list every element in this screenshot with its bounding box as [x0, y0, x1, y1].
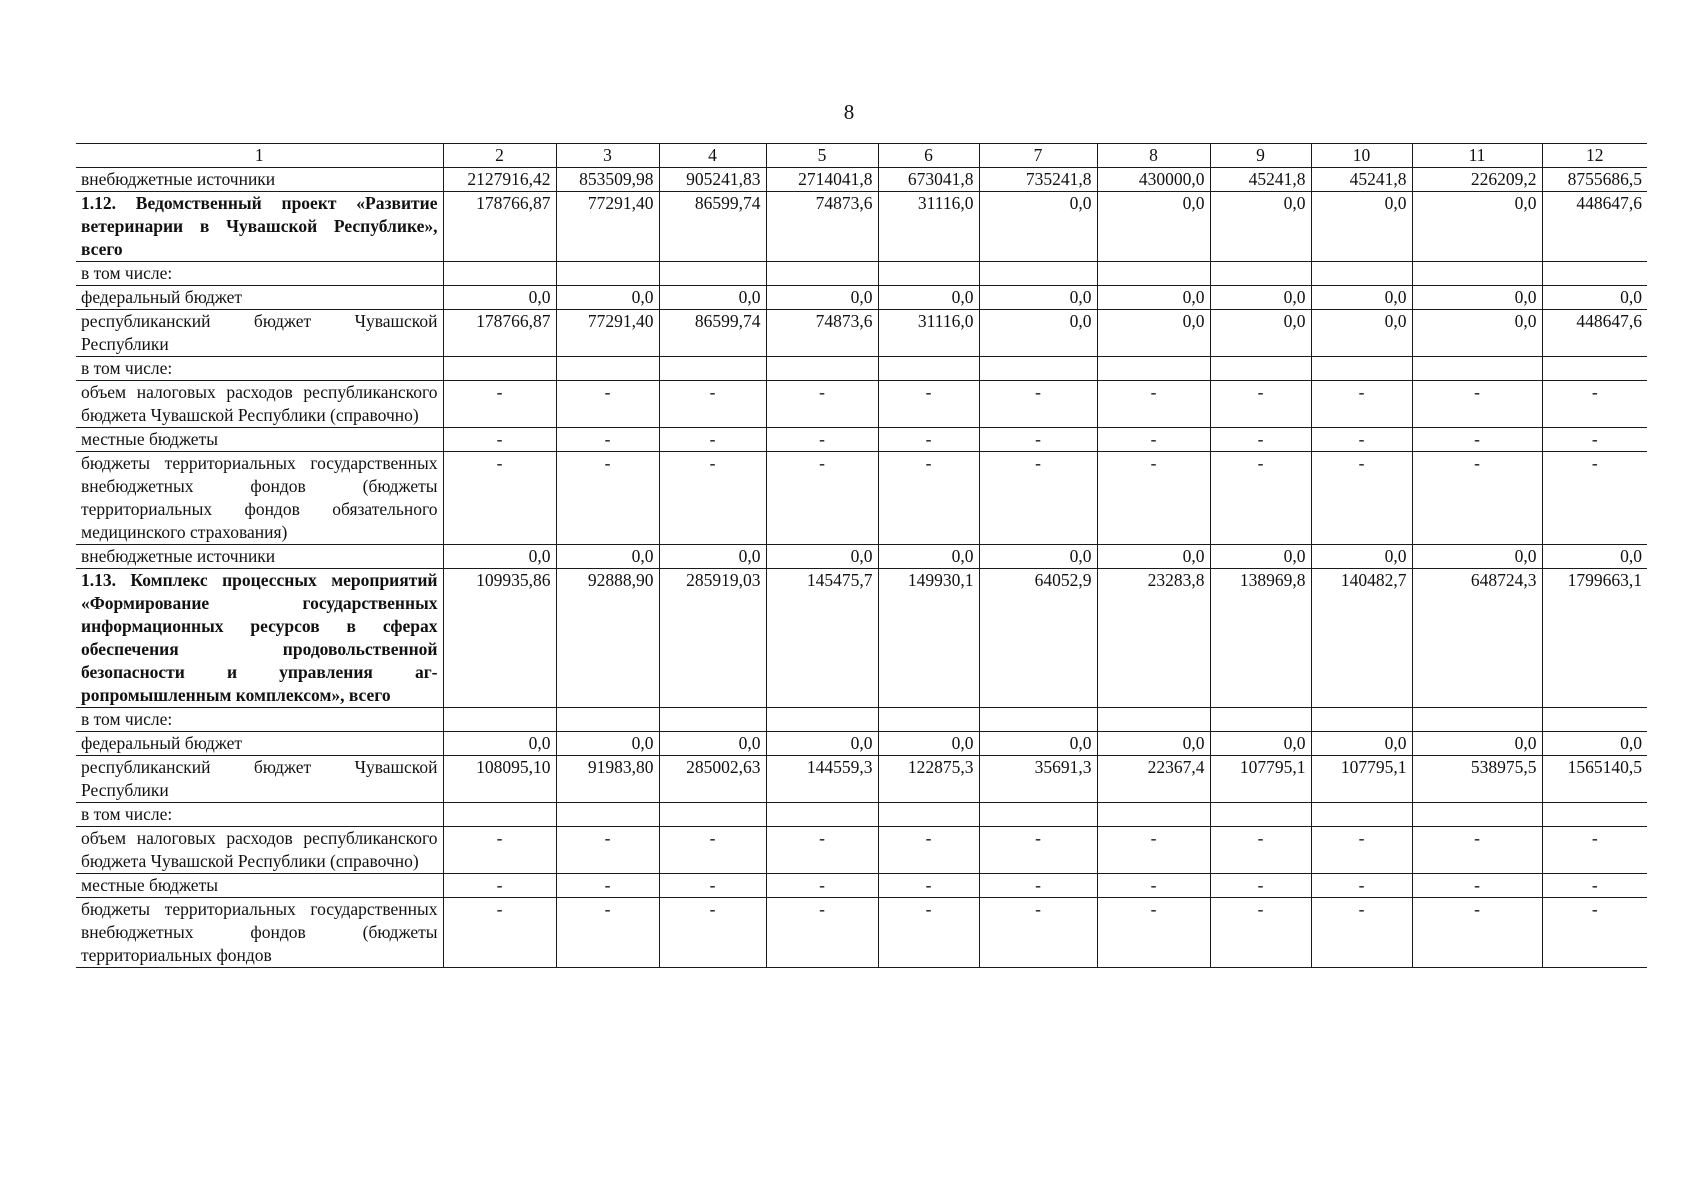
row-value: 0,0 — [1412, 732, 1542, 756]
row-value: 0,0 — [1412, 192, 1542, 262]
row-value: 1799663,1 — [1542, 569, 1647, 708]
row-value: - — [878, 428, 979, 452]
row-value: 64052,9 — [979, 569, 1097, 708]
row-value: 31116,0 — [878, 310, 979, 357]
row-value: - — [878, 452, 979, 545]
row-value: - — [556, 827, 659, 874]
row-value: 45241,8 — [1311, 168, 1412, 192]
row-value: - — [443, 874, 556, 898]
row-value: 853509,98 — [556, 168, 659, 192]
row-value: - — [659, 874, 766, 898]
budget-table — [76, 143, 1647, 968]
row-value — [659, 357, 766, 381]
row-value — [1097, 708, 1210, 732]
row-value: 35691,3 — [979, 756, 1097, 803]
row-value: 905241,83 — [659, 168, 766, 192]
row-value: 285002,63 — [659, 756, 766, 803]
row-value — [979, 708, 1097, 732]
row-value: - — [1311, 381, 1412, 428]
row-value: 0,0 — [1097, 310, 1210, 357]
row-label: внебюджетные источники — [76, 545, 443, 569]
row-value — [1210, 262, 1311, 286]
row-value: - — [1542, 874, 1647, 898]
row-label: федеральный бюджет — [76, 732, 443, 756]
row-value: - — [1311, 452, 1412, 545]
table-row — [76, 827, 1647, 874]
row-value: 0,0 — [1412, 310, 1542, 357]
row-value: 0,0 — [878, 732, 979, 756]
row-value: 108095,10 — [443, 756, 556, 803]
row-value — [1542, 357, 1647, 381]
column-number: 10 — [1311, 144, 1412, 168]
row-value: 0,0 — [979, 192, 1097, 262]
row-value: 74873,6 — [766, 310, 878, 357]
row-value: 673041,8 — [878, 168, 979, 192]
row-value — [1412, 357, 1542, 381]
table-row — [76, 262, 1647, 286]
row-value: 92888,90 — [556, 569, 659, 708]
table-row — [76, 708, 1647, 732]
column-number: 12 — [1542, 144, 1647, 168]
row-value: 86599,74 — [659, 192, 766, 262]
row-value: 538975,5 — [1412, 756, 1542, 803]
row-value: 0,0 — [766, 545, 878, 569]
row-value: 0,0 — [1412, 286, 1542, 310]
row-value — [1311, 262, 1412, 286]
row-value — [1210, 357, 1311, 381]
row-value: 122875,3 — [878, 756, 979, 803]
row-value — [979, 262, 1097, 286]
row-label: внебюджетные источники — [76, 168, 443, 192]
row-label: 1.13. Комплекс процессных мероприятий «Формирование государственных информационных ресурсов в сферах обеспечения продовольственной безопасности и управления агропромышленным комплексом», всего — [76, 569, 443, 708]
row-value: - — [556, 898, 659, 968]
row-value: - — [878, 874, 979, 898]
row-value: 0,0 — [659, 732, 766, 756]
row-value: 0,0 — [1542, 732, 1647, 756]
row-value — [1311, 357, 1412, 381]
table-row — [76, 803, 1647, 827]
column-number: 3 — [556, 144, 659, 168]
row-value: 8755686,5 — [1542, 168, 1647, 192]
row-value — [1412, 803, 1542, 827]
row-value — [1311, 708, 1412, 732]
row-value — [1412, 708, 1542, 732]
header-row — [76, 144, 1647, 168]
row-value: - — [443, 452, 556, 545]
row-value: 23283,8 — [1097, 569, 1210, 708]
row-label: в том числе: — [76, 803, 443, 827]
row-value: 0,0 — [1311, 545, 1412, 569]
row-value — [556, 803, 659, 827]
table-row — [76, 381, 1647, 428]
row-value: - — [1412, 452, 1542, 545]
row-value: 0,0 — [1210, 192, 1311, 262]
row-value: - — [443, 428, 556, 452]
row-value — [766, 262, 878, 286]
row-label: республиканский бюджет Чувашской Республики — [76, 756, 443, 803]
row-value: 178766,87 — [443, 192, 556, 262]
row-value: 0,0 — [1210, 286, 1311, 310]
row-value: - — [979, 827, 1097, 874]
row-value: - — [443, 381, 556, 428]
row-value: 107795,1 — [1210, 756, 1311, 803]
row-value — [878, 357, 979, 381]
row-value: 0,0 — [443, 732, 556, 756]
row-value: 107795,1 — [1311, 756, 1412, 803]
row-value — [766, 708, 878, 732]
row-value: - — [1097, 827, 1210, 874]
row-value: - — [1210, 898, 1311, 968]
row-value: - — [1311, 874, 1412, 898]
row-value: 0,0 — [659, 286, 766, 310]
column-number: 7 — [979, 144, 1097, 168]
row-value: - — [1097, 874, 1210, 898]
row-value: 0,0 — [1210, 732, 1311, 756]
row-value: - — [1097, 452, 1210, 545]
row-value: 0,0 — [1097, 286, 1210, 310]
row-value — [443, 262, 556, 286]
row-value: - — [556, 452, 659, 545]
row-value: 0,0 — [979, 732, 1097, 756]
row-value — [766, 803, 878, 827]
row-value: 31116,0 — [878, 192, 979, 262]
row-value — [443, 708, 556, 732]
row-value — [556, 357, 659, 381]
column-number: 2 — [443, 144, 556, 168]
row-value: 0,0 — [979, 545, 1097, 569]
row-value: 0,0 — [1542, 545, 1647, 569]
row-value: 0,0 — [1311, 732, 1412, 756]
column-number: 1 — [76, 144, 443, 168]
row-value: 0,0 — [1097, 192, 1210, 262]
row-value: 0,0 — [1542, 286, 1647, 310]
row-value — [1412, 262, 1542, 286]
row-value: 0,0 — [443, 286, 556, 310]
row-value: - — [1311, 827, 1412, 874]
row-value: - — [878, 827, 979, 874]
row-value: 138969,8 — [1210, 569, 1311, 708]
row-value — [878, 803, 979, 827]
row-value: 0,0 — [1097, 732, 1210, 756]
row-label: в том числе: — [76, 708, 443, 732]
row-value: - — [556, 381, 659, 428]
row-value: - — [1210, 452, 1311, 545]
row-value: 149930,1 — [878, 569, 979, 708]
row-label: федеральный бюджет — [76, 286, 443, 310]
row-value: - — [979, 898, 1097, 968]
row-value — [556, 262, 659, 286]
row-value: 0,0 — [556, 545, 659, 569]
row-value: 0,0 — [878, 286, 979, 310]
row-value: - — [1412, 827, 1542, 874]
row-value: 285919,03 — [659, 569, 766, 708]
row-value: 0,0 — [1097, 545, 1210, 569]
row-value: - — [1097, 428, 1210, 452]
row-value: 430000,0 — [1097, 168, 1210, 192]
row-value: 226209,2 — [1412, 168, 1542, 192]
row-value: 77291,40 — [556, 192, 659, 262]
row-value: - — [443, 827, 556, 874]
row-value: - — [766, 428, 878, 452]
row-value: 0,0 — [1412, 545, 1542, 569]
row-value: 109935,86 — [443, 569, 556, 708]
row-value: 140482,7 — [1311, 569, 1412, 708]
row-value: 0,0 — [659, 545, 766, 569]
row-value — [1542, 262, 1647, 286]
row-value: 0,0 — [443, 545, 556, 569]
column-number: 11 — [1412, 144, 1542, 168]
row-value: - — [556, 874, 659, 898]
row-value: - — [979, 452, 1097, 545]
row-value — [1210, 708, 1311, 732]
row-value: - — [1210, 381, 1311, 428]
row-label: в том числе: — [76, 262, 443, 286]
row-value: 178766,87 — [443, 310, 556, 357]
row-value: 2127916,42 — [443, 168, 556, 192]
table-row — [76, 357, 1647, 381]
row-value: 0,0 — [1210, 310, 1311, 357]
row-value: - — [1210, 874, 1311, 898]
table-row — [76, 286, 1647, 310]
row-value — [1097, 262, 1210, 286]
row-value — [659, 803, 766, 827]
row-label: в том числе: — [76, 357, 443, 381]
row-value: - — [878, 898, 979, 968]
row-value: 144559,3 — [766, 756, 878, 803]
row-value: - — [766, 381, 878, 428]
row-label: объем налоговых расходов республиканского бюджета Чувашской Республики (справочно) — [76, 827, 443, 874]
row-value: - — [979, 428, 1097, 452]
row-value: 648724,3 — [1412, 569, 1542, 708]
row-value: 0,0 — [1311, 310, 1412, 357]
table-row — [76, 545, 1647, 569]
row-value: - — [1311, 898, 1412, 968]
row-value: 2714041,8 — [766, 168, 878, 192]
row-label: местные бюджеты — [76, 874, 443, 898]
row-value: - — [659, 898, 766, 968]
table-row — [76, 428, 1647, 452]
row-value: - — [659, 452, 766, 545]
row-value: 448647,6 — [1542, 310, 1647, 357]
table-body — [76, 144, 1647, 968]
row-label: республиканский бюджет Чувашской Республики — [76, 310, 443, 357]
row-value: - — [979, 381, 1097, 428]
row-value — [443, 803, 556, 827]
row-value — [659, 708, 766, 732]
page-number: 8 — [843, 100, 855, 124]
column-number: 4 — [659, 144, 766, 168]
row-value: - — [1097, 898, 1210, 968]
row-value: - — [1542, 827, 1647, 874]
row-value: - — [556, 428, 659, 452]
row-label: местные бюджеты — [76, 428, 443, 452]
row-value — [766, 357, 878, 381]
column-number: 9 — [1210, 144, 1311, 168]
row-value — [878, 262, 979, 286]
row-label: 1.12. Ведомственный проект «Развитие ветеринарии в Чувашской Республике», всего — [76, 192, 443, 262]
row-value: 0,0 — [766, 732, 878, 756]
row-value: - — [659, 827, 766, 874]
table-row — [76, 898, 1647, 968]
row-value — [979, 357, 1097, 381]
row-label: объем налоговых расходов республиканского бюджета Чувашской Республики (справочно) — [76, 381, 443, 428]
table-row — [76, 192, 1647, 262]
row-value: 0,0 — [556, 732, 659, 756]
table-row — [76, 452, 1647, 545]
column-number: 6 — [878, 144, 979, 168]
row-value: 1565140,5 — [1542, 756, 1647, 803]
row-value: 0,0 — [766, 286, 878, 310]
row-value: - — [1412, 381, 1542, 428]
row-value: - — [766, 452, 878, 545]
row-value — [556, 708, 659, 732]
row-value: - — [1210, 428, 1311, 452]
row-value: 91983,80 — [556, 756, 659, 803]
row-value: - — [878, 381, 979, 428]
row-value — [1097, 357, 1210, 381]
row-value: 0,0 — [878, 545, 979, 569]
table-row — [76, 168, 1647, 192]
row-value — [659, 262, 766, 286]
row-value: - — [766, 874, 878, 898]
row-value: 0,0 — [979, 286, 1097, 310]
row-value: 448647,6 — [1542, 192, 1647, 262]
row-value: - — [1412, 874, 1542, 898]
row-value: - — [766, 827, 878, 874]
table-row — [76, 310, 1647, 357]
row-value: 0,0 — [1210, 545, 1311, 569]
row-label: бюджеты территориальных государственных внебюджетных фондов (бюджеты территориальных фондов обязательного медицинского страхования) — [76, 452, 443, 545]
row-value: - — [1542, 898, 1647, 968]
row-value: - — [659, 428, 766, 452]
row-value — [1097, 803, 1210, 827]
row-value: 0,0 — [979, 310, 1097, 357]
row-value: 0,0 — [1311, 192, 1412, 262]
row-label: бюджеты территориальных государственных внебюджетных фондов (бюджеты территориальных фондов — [76, 898, 443, 968]
row-value: - — [1412, 428, 1542, 452]
row-value — [443, 357, 556, 381]
row-value: - — [1412, 898, 1542, 968]
row-value — [1210, 803, 1311, 827]
row-value: - — [1311, 428, 1412, 452]
row-value: - — [1542, 452, 1647, 545]
row-value: 0,0 — [556, 286, 659, 310]
row-value: 145475,7 — [766, 569, 878, 708]
column-number: 8 — [1097, 144, 1210, 168]
row-value: - — [979, 874, 1097, 898]
row-value: - — [1542, 428, 1647, 452]
row-value — [1542, 708, 1647, 732]
row-value: - — [443, 898, 556, 968]
row-value — [1311, 803, 1412, 827]
row-value: 735241,8 — [979, 168, 1097, 192]
table-row — [76, 569, 1647, 708]
table-row — [76, 874, 1647, 898]
column-number: 5 — [766, 144, 878, 168]
row-value: - — [1097, 381, 1210, 428]
row-value: 86599,74 — [659, 310, 766, 357]
table-row — [76, 732, 1647, 756]
row-value: - — [659, 381, 766, 428]
row-value — [979, 803, 1097, 827]
row-value: - — [1210, 827, 1311, 874]
row-value: 77291,40 — [556, 310, 659, 357]
row-value: 45241,8 — [1210, 168, 1311, 192]
row-value: 0,0 — [1311, 286, 1412, 310]
row-value: - — [766, 898, 878, 968]
row-value — [878, 708, 979, 732]
row-value — [1542, 803, 1647, 827]
row-value: 22367,4 — [1097, 756, 1210, 803]
row-value: 74873,6 — [766, 192, 878, 262]
table-row — [76, 756, 1647, 803]
row-value: - — [1542, 381, 1647, 428]
